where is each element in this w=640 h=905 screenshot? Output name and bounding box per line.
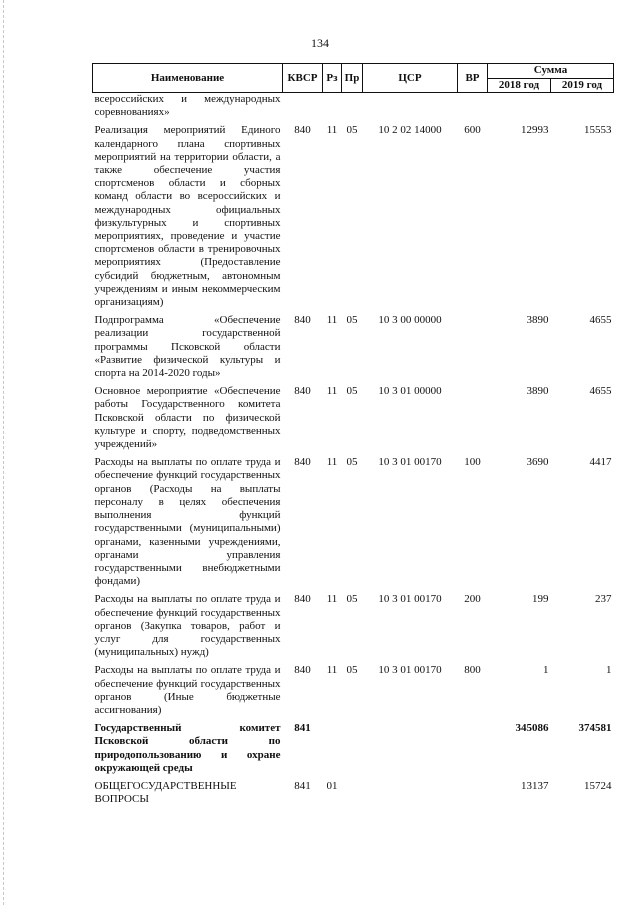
cell-2018: 1 (543, 664, 549, 677)
table-body (93, 93, 614, 807)
cell-vr: 800 (464, 664, 481, 677)
cell-pr: 05 (346, 385, 358, 398)
cell-2018: 12993 (521, 124, 549, 137)
cell-kvsr: 840 (294, 456, 311, 469)
cell-2019 (551, 93, 614, 120)
cell-rz: 11 (326, 593, 338, 606)
cell-vr: 600 (464, 124, 481, 137)
cell-2018 (488, 93, 551, 120)
page-number: 134 (311, 36, 329, 50)
cell-csr: 10 3 01 00170 (378, 664, 442, 677)
cell-name: Государственный комитет Псковской области по природопользованию и охране окружающей среды (94, 722, 281, 774)
cell-name: всероссийских и международных соревнованиях» (94, 93, 281, 119)
cell-csr (363, 93, 458, 120)
cell-pr (342, 775, 363, 806)
cell-pr: 05 (346, 314, 358, 327)
table-row (93, 309, 614, 380)
cell-2019: 15553 (584, 124, 612, 137)
cell-csr: 10 3 01 00170 (378, 456, 442, 469)
cell-name: Расходы на выплаты по оплате труда и обеспечение функций государственных органов (Расходы на выплаты персоналу в целях обеспечения выполнения функций государственными (муниципальными) органами, казенными учреждениями, органами управления государственными внебюджетными фондами) (94, 456, 281, 588)
cell-pr: 05 (346, 593, 358, 606)
table-row (93, 93, 614, 120)
header-year-2019: 2019 год (551, 78, 614, 93)
header-name: Наименование (93, 64, 283, 93)
cell-csr (363, 717, 458, 775)
cell-2018: 345086 (515, 722, 549, 735)
cell-vr (458, 309, 488, 380)
cell-2019: 1 (606, 664, 612, 677)
cell-rz: 01 (326, 779, 338, 792)
cell-csr: 10 2 02 14000 (378, 124, 442, 137)
budget-table (92, 63, 614, 806)
header-sum: Сумма (488, 64, 614, 79)
cell-csr: 10 3 01 00000 (378, 385, 442, 398)
table-row (93, 588, 614, 659)
cell-vr: 200 (464, 593, 481, 606)
cell-rz: 11 (326, 664, 338, 677)
cell-name: Основное мероприятие «Обеспечение работы Государственного комитета Псковской области по физической культуре и спорту, подведомственных учреждений» (94, 385, 281, 451)
cell-rz: 11 (326, 314, 338, 327)
cell-2018: 3890 (526, 385, 549, 398)
cell-rz: 11 (326, 385, 338, 398)
cell-csr: 10 3 00 00000 (378, 314, 442, 327)
cell-2019: 237 (595, 593, 612, 606)
cell-pr (342, 717, 363, 775)
cell-pr: 05 (346, 124, 358, 137)
cell-vr (458, 775, 488, 806)
cell-name: Расходы на выплаты по оплате труда и обеспечение функций государственных органов (Закупка товаров, работ и услуг для государственных (муниципальных) нужд) (94, 593, 281, 659)
cell-rz (323, 717, 342, 775)
cell-name: Расходы на выплаты по оплате труда и обеспечение функций государственных органов (Иные бюджетные ассигнования) (94, 664, 281, 716)
cell-2018: 199 (532, 593, 549, 606)
table-row (93, 451, 614, 588)
cell-rz: 11 (326, 124, 338, 137)
cell-kvsr: 840 (294, 385, 311, 398)
table-row (93, 659, 614, 717)
cell-rz: 11 (326, 456, 338, 469)
cell-name: ОБЩЕГОСУДАРСТВЕННЫЕ ВОПРОСЫ (94, 779, 237, 806)
cell-rz (323, 93, 342, 120)
cell-2018: 3690 (526, 456, 549, 469)
cell-name: Подпрограмма «Обеспечение реализации государственной программы Псковской области «Развитие физической культуры и спорта на 2014-2020 годы» (94, 314, 281, 380)
cell-2018: 13137 (521, 779, 549, 792)
cell-name: Реализация мероприятий Единого календарного плана спортивных мероприятий на территории области, а также обеспечение участия спортсменов области и сборных команд области во всероссийских и международных официальных физкультурных и спортивных мероприятиях, проведение и участие спортсменов области в тренировочных мероприятиях (Предоставление субсидий бюджетным, автономным учреждениям и иным некоммерческим организациям) (94, 124, 281, 309)
cell-vr (458, 380, 488, 451)
cell-vr (458, 93, 488, 120)
cell-pr (342, 93, 363, 120)
table-row (93, 775, 614, 806)
cell-kvsr: 840 (294, 124, 311, 137)
cell-csr: 10 3 01 00170 (378, 593, 442, 606)
cell-2019: 4655 (589, 385, 612, 398)
header-year-2018: 2018 год (488, 78, 551, 93)
header-vr: ВР (458, 64, 488, 93)
cell-kvsr (283, 93, 323, 120)
cell-2019: 374581 (578, 722, 612, 735)
cell-pr: 05 (346, 664, 358, 677)
cell-2019: 15724 (584, 779, 612, 792)
cell-csr (363, 775, 458, 806)
cell-kvsr: 841 (294, 722, 311, 735)
table-row (93, 380, 614, 451)
cell-kvsr: 841 (294, 779, 311, 792)
cell-kvsr: 840 (294, 314, 311, 327)
cell-vr: 100 (464, 456, 481, 469)
cell-pr: 05 (346, 456, 358, 469)
cell-2019: 4655 (589, 314, 612, 327)
cell-vr (458, 717, 488, 775)
cell-2019: 4417 (589, 456, 612, 469)
header-kvsr: КВСР (283, 64, 323, 93)
page-edge-line (3, 0, 5, 905)
table-row (93, 119, 614, 309)
cell-kvsr: 840 (294, 664, 311, 677)
cell-kvsr: 840 (294, 593, 311, 606)
cell-2018: 3890 (526, 314, 549, 327)
header-rz: Рз (323, 64, 342, 93)
table-row (93, 717, 614, 775)
header-csr: ЦСР (363, 64, 458, 93)
table-header (93, 64, 614, 93)
header-pr: Пр (342, 64, 363, 93)
